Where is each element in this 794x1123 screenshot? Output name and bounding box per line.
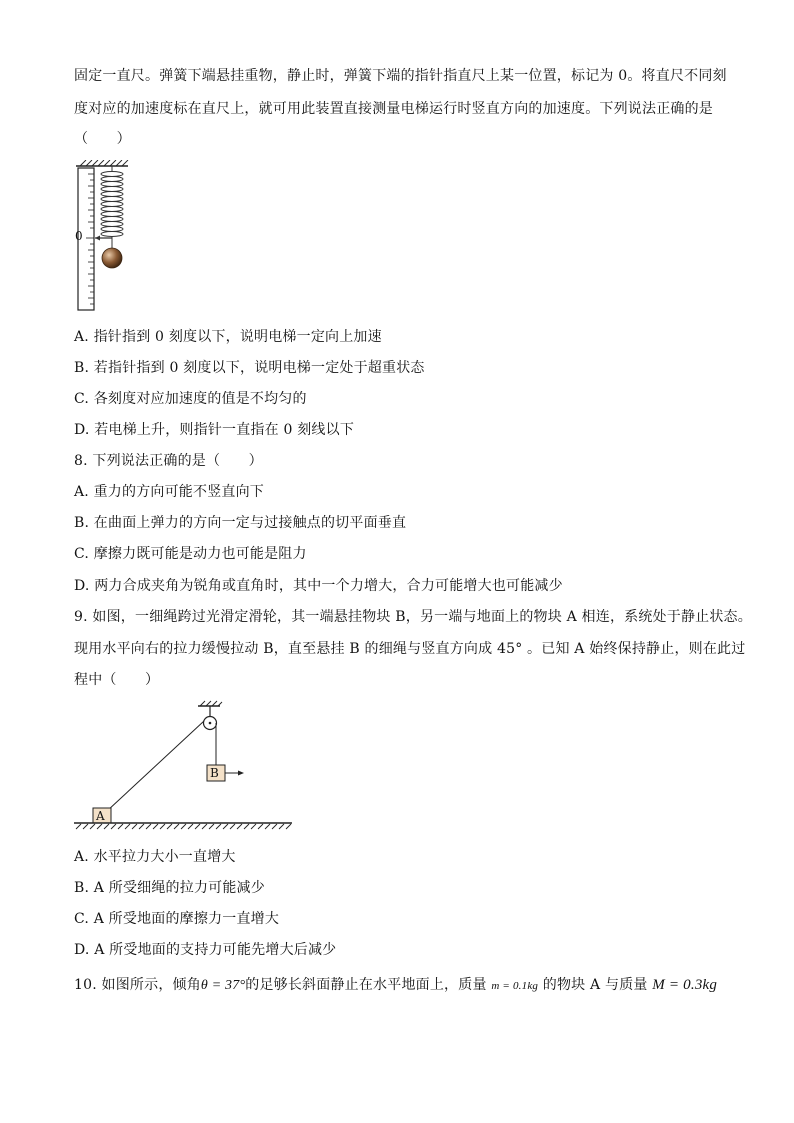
q9-stem-line-2: 现用水平向右的拉力缓慢拉动 B，直至悬挂 B 的细绳与竖直方向成 45° 。已知 A 始终保持静止，则在此过: [74, 641, 746, 657]
q9-option-c: C. A 所受地面的摩擦力一直增大: [74, 911, 280, 927]
q7-option-b: B. 若指针指到 0 刻度以下，说明电梯一定处于超重状态: [74, 360, 425, 376]
q10-theta: θ = 37°: [200, 978, 246, 993]
q7-stem-line-2: 度对应的加速度标在直尺上，就可用此装置直接测量电梯运行时竖直方向的加速度。下列说法正确的是: [74, 101, 713, 117]
q10-text-2: 的足够长斜面静止在水平地面上，质量: [245, 977, 487, 993]
q8-option-b: B. 在曲面上弹力的方向一定与过接触点的切平面垂直: [74, 515, 407, 531]
q7-option-d: D. 若电梯上升，则指针一直指在 0 刻线以下: [74, 422, 355, 438]
q8-stem: 8. 下列说法正确的是（ ）: [74, 453, 263, 469]
q7-figure-zero-label: 0: [75, 229, 83, 243]
q9-stem-line-3: 程中（ ）: [74, 672, 160, 688]
q10-text-3: 的物块 A 与质量: [542, 977, 648, 993]
q8-option-c: C. 摩擦力既可能是动力也可能是阻力: [74, 546, 307, 562]
q10-mass-m: m = 0.1kg: [491, 980, 539, 992]
q7-option-c: C. 各刻度对应加速度的值是不均匀的: [74, 391, 307, 407]
q9-block-a-label: A: [96, 809, 105, 823]
q8-option-a: A. 重力的方向可能不竖直向下: [74, 484, 265, 500]
q10-mass-big-m: M = 0.3kg: [652, 977, 718, 993]
q8-option-d: D. 两力合成夹角为锐角或直角时，其中一个力增大，合力可能增大也可能减少: [74, 578, 563, 594]
q9-block-b-label: B: [210, 766, 220, 780]
q10-text-1: 10. 如图所示，倾角: [74, 977, 201, 993]
q9-option-d: D. A 所受地面的支持力可能先增大后减少: [74, 942, 337, 958]
q7-stem-line-1: 固定一直尺。弹簧下端悬挂重物，静止时，弹簧下端的指针指直尺上某一位置，标记为 0。将直尺不同刻: [74, 68, 727, 84]
q9-option-a: A. 水平拉力大小一直增大: [74, 849, 236, 865]
q7-option-a: A. 指针指到 0 刻度以下，说明电梯一定向上加速: [74, 329, 382, 345]
q9-stem-line-1: 9. 如图，一细绳跨过光滑定滑轮，其一端悬挂物块 B，另一端与地面上的物块 A 相连，系统处于静止状态。: [74, 609, 752, 625]
q7-stem-line-3: （ ）: [74, 131, 131, 147]
q10-stem-line-1: [74, 975, 717, 996]
q9-option-b: B. A 所受细绳的拉力可能减少: [74, 880, 265, 896]
